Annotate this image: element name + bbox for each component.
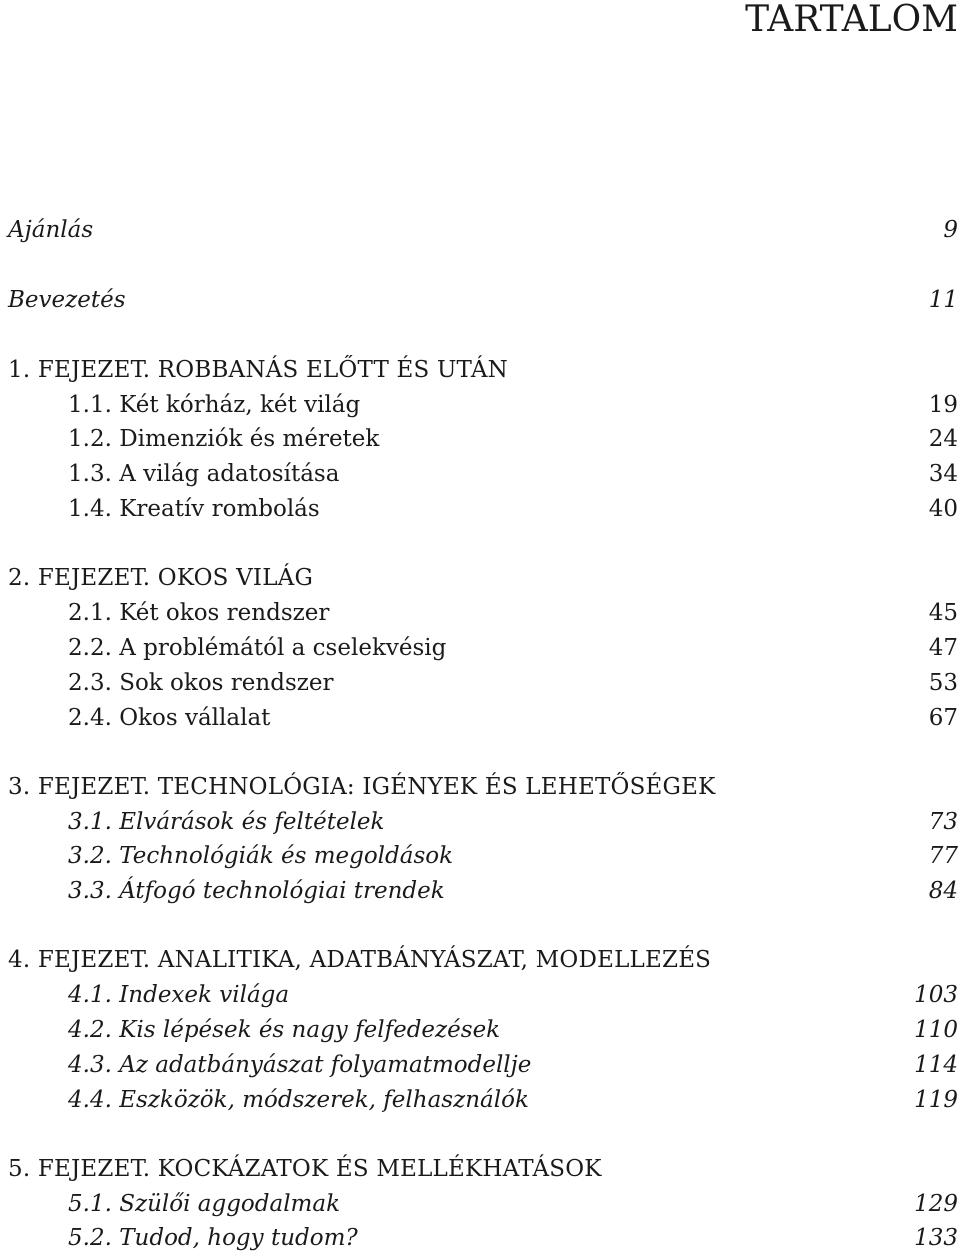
chapter-title: 4. FEJEZET. ANALITIKA, ADATBÁNYÁSZAT, MODELLEZÉS [8,947,712,973]
toc-entry-3-1[interactable] [0,806,960,838]
toc-page-number: 114 [914,1052,958,1078]
chapter-title: 2. FEJEZET. OKOS VILÁG [8,565,314,591]
toc-page-number: 129 [914,1191,958,1217]
toc-page-number: 133 [914,1225,958,1251]
toc-page-number: 103 [914,982,958,1008]
toc-page-number: 73 [928,809,958,835]
toc-entry-4-2[interactable] [0,1014,960,1046]
toc-page-number: 40 [928,496,958,522]
toc-page-number: 53 [928,670,958,696]
toc-entry-label: 2.1. Két okos rendszer [68,600,330,626]
chapter-heading-3[interactable] [0,771,960,803]
toc-entry-1-4[interactable] [0,493,960,525]
toc-page-number: 24 [928,426,958,452]
toc-entry-3-2[interactable] [0,840,960,872]
toc-entry-label: 4.2. Kis lépések és nagy felfedezések [68,1017,501,1043]
chapter-title: 1. FEJEZET. ROBBANÁS ELŐTT ÉS UTÁN [8,357,508,383]
toc-entry-4-1[interactable] [0,979,960,1011]
toc-entry-1-2[interactable] [0,423,960,455]
toc-page-number: 9 [943,217,958,243]
toc-entry-label: Bevezetés [8,287,126,313]
toc-entry-ajanlas[interactable] [0,214,960,246]
toc-entry-1-1[interactable] [0,389,960,421]
toc-entry-label: 3.3. Átfogó technológiai trendek [68,878,445,904]
toc-entry-label: 4.3. Az adatbányászat folyamatmodellje [68,1052,532,1078]
toc-entry-label: 3.1. Elvárások és feltételek [68,809,385,835]
chapter-title: 3. FEJEZET. TECHNOLÓGIA: IGÉNYEK ÉS LEHETŐSÉGEK [8,774,716,800]
toc-entry-3-3[interactable] [0,875,960,907]
toc-page-number: 119 [914,1087,958,1113]
toc-page-number: 34 [928,461,958,487]
chapter-title: 5. FEJEZET. KOCKÁZATOK ÉS MELLÉKHATÁSOK [8,1156,602,1182]
toc-page-number: 77 [928,843,958,869]
toc-entry-label: 4.1. Indexek világa [68,982,290,1008]
toc-entry-label: 5.1. Szülői aggodalmak [68,1191,341,1217]
toc-entry-2-1[interactable] [0,597,960,629]
toc-page-number: 67 [928,705,958,731]
toc-page-number: 84 [928,878,958,904]
toc-entry-label: 2.4. Okos vállalat [68,705,271,731]
toc-entry-2-4[interactable] [0,702,960,734]
toc-entry-1-3[interactable] [0,458,960,490]
chapter-heading-4[interactable] [0,944,960,976]
toc-entry-label: 2.2. A problémától a cselekvésig [68,635,447,661]
toc-entry-label: 2.3. Sok okos rendszer [68,670,334,696]
toc-entry-5-1[interactable] [0,1188,960,1220]
toc-entry-2-3[interactable] [0,667,960,699]
toc-entry-label: 5.2. Tudod, hogy tudom? [68,1225,358,1251]
chapter-heading-5[interactable] [0,1153,960,1185]
toc-entry-label: Ajánlás [8,217,94,243]
toc-page-number: 110 [914,1017,958,1043]
toc-entry-label: 4.4. Eszközök, módszerek, felhasználók [68,1087,529,1113]
toc-page-number: 47 [928,635,958,661]
toc-entry-label: 1.4. Kreatív rombolás [68,496,320,522]
chapter-heading-1[interactable] [0,354,960,386]
toc-entry-bevezetes[interactable] [0,284,960,316]
toc-entry-label: 3.2. Technológiák és megoldások [68,843,454,869]
toc-entry-label: 1.2. Dimenziók és méretek [68,426,380,452]
toc-page-number: 11 [928,287,958,313]
toc-page-number: 19 [928,392,958,418]
toc-entry-label: 1.1. Két kórház, két világ [68,392,361,418]
toc-entry-label: 1.3. A világ adatosítása [68,461,340,487]
toc-entry-4-4[interactable] [0,1084,960,1116]
toc-entry-5-2[interactable] [0,1222,960,1254]
toc-entry-4-3[interactable] [0,1049,960,1081]
page-title: TARTALOM [745,0,958,40]
toc-entry-2-2[interactable] [0,632,960,664]
toc-page-number: 45 [928,600,958,626]
chapter-heading-2[interactable] [0,562,960,594]
